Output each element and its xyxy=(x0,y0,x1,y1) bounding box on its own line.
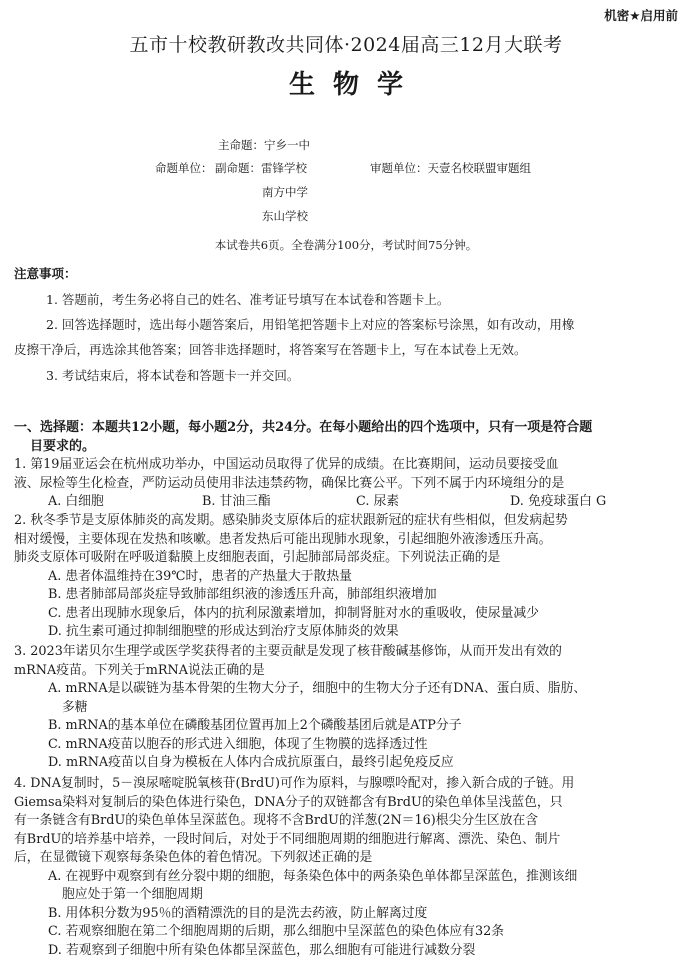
question-1 xyxy=(14,456,682,512)
unit-label: 命题单位： xyxy=(155,161,213,175)
note-2-line2: 皮擦干净后，再选涂其他答案；回答非选择题时，将答案写在答题卡上，写在本试卷上无效。 xyxy=(14,342,527,357)
q4-stem-5: 后，在显微镜下观察每条染色体的着色情况。下列叙述正确的是 xyxy=(14,850,373,865)
note-2-line1: 2. 回答选择题时，选出每小题答案后，用铅笔把答题卡上对应的答案标号涂黑，如有改动，用橡 xyxy=(46,317,575,332)
q1-option-c: C. 尿素 xyxy=(356,494,400,509)
q2-option-d: D. 抗生素可通过抑制细胞壁的形成达到治疗支原体肺炎的效果 xyxy=(48,624,399,639)
section-line-1: 一、选择题：本题共12小题，每小题2分，共24分。在每小题给出的四个选项中，只有一项是符合题 xyxy=(14,420,593,435)
q3-stem-2: mRNA疫苗。下列关于mRNA说法正确的是 xyxy=(14,662,265,678)
notes-heading: 注意事项： xyxy=(14,266,77,281)
question-3 xyxy=(14,643,682,773)
q4-stem-4: 有BrdU的培养基中培养，一段时间后，对处于不同细胞周期的细胞进行解离、漂洗、染色、制片 xyxy=(14,831,561,847)
q2-stem-3: 肺炎支原体可吸附在呼吸道黏膜上皮细胞表面，引起肺部局部炎症。下列说法正确的是 xyxy=(14,550,501,565)
deputy-author: 副命题：雷锋学校 xyxy=(215,161,307,175)
subject-title: 生物学 xyxy=(288,70,421,100)
q1-option-b: B. 甘油三酯 xyxy=(202,494,271,509)
q1-stem-2: 液、尿检等生化检查，严防运动员使用非法违禁药物，确保比赛公平。下列不属于内环境组分的是 xyxy=(14,475,565,491)
q1-option-d: D. 免疫球蛋白 G xyxy=(510,494,607,509)
q3-stem-1: 3. 2023年诺贝尔生理学或医学奖获得者的主要贡献是发现了核苷酸碱基修饰，从而开发出有效的 xyxy=(14,644,562,659)
review-unit: 审题单位：天壹名校联盟审题组 xyxy=(370,161,531,175)
q4-option-a-cont: 胞应处于第一个细胞周期 xyxy=(62,887,203,902)
exam-title: 五市十校教研教改共同体·2024届高三12月大联考 xyxy=(129,34,563,56)
q2-option-a: A. 患者体温维持在39℃时，患者的产热量大于散热量 xyxy=(48,568,352,584)
q1-stem-1: 1. 第19届亚运会在杭州成功举办，中国运动员取得了优异的成绩。在比赛期间，运动员要接受血 xyxy=(14,457,559,472)
q4-option-a: A. 在视野中观察到有丝分裂中期的细胞，每条染色体中的两条染色单体都呈深蓝色，推测该细 xyxy=(48,868,578,884)
q1-option-a: A. 白细胞 xyxy=(48,494,104,509)
q4-option-c: C. 若观察细胞在第二个细胞周期的后期，那么细胞中呈深蓝色的染色体应有32条 xyxy=(48,924,505,939)
q4-option-d: D. 若观察到子细胞中所有染色体都呈深蓝色，那么细胞有可能进行减数分裂 xyxy=(48,942,476,958)
question-4 xyxy=(14,775,682,960)
confidential-label: 机密★启用前 xyxy=(604,8,678,23)
q1-options xyxy=(14,493,682,512)
note-3: 3. 考试结束后，将本试卷和答题卡一并交回。 xyxy=(46,368,300,383)
q4-stem-2: Giemsa染料对复制后的染色体进行染色，DNA分子的双链都含有BrdU的染色单体呈浅蓝色，只 xyxy=(14,794,563,810)
q3-option-d: D. mRNA疫苗以自身为模板在人体内合成抗原蛋白，最终引起免疫反应 xyxy=(48,755,454,770)
q3-option-a: A. mRNA是以碳链为基本骨架的生物大分子，细胞中的生物大分子还有DNA、蛋白质、脂肪、 xyxy=(48,681,587,696)
q2-stem-2: 相对缓慢，主要体现在发热和咳嗽。患者发热后可能出现肺水现象，引起细胞外液渗透压升高。 xyxy=(14,531,552,547)
section-heading xyxy=(14,418,680,456)
q3-option-c: C. mRNA疫苗以胞吞的形式进入细胞，体现了生物膜的选择透过性 xyxy=(48,736,428,752)
q4-stem-1: 4. DNA复制时，5－溴尿嘧啶脱氧核苷(BrdU)可作为原料，与腺嘌呤配对，掺入新合成的子链。用 xyxy=(14,776,575,791)
deputy-author-2: 南方中学 xyxy=(262,185,308,199)
q3-option-b: B. mRNA的基本单位在磷酸基团位置再加上2个磷酸基团后就是ATP分子 xyxy=(48,718,462,733)
q3-option-a-cont: 多糖 xyxy=(62,699,88,715)
q2-stem-1: 2. 秋冬季节是支原体肺炎的高发期。感染肺炎支原体后的症状跟新冠的症状有些相似，但发病起势 xyxy=(14,513,568,528)
q2-option-b: B. 患者肺部局部炎症导致肺部组织液的渗透压升高，肺部组织液增加 xyxy=(48,587,437,602)
deputy-author-3: 东山学校 xyxy=(262,209,308,223)
section-line-2: 目要求的。 xyxy=(30,439,96,454)
question-2 xyxy=(14,512,682,642)
q4-option-b: B. 用体积分数为95％的酒精漂洗的目的是洗去药液，防止解离过度 xyxy=(48,905,428,921)
q4-stem-3: 有一条链含有BrdU的染色单体呈深蓝色。现将不含BrdU的洋葱(2N＝16)根尖分生区放在含 xyxy=(14,813,539,828)
main-author: 主命题：宁乡一中 xyxy=(218,138,310,152)
note-1: 1. 答题前，考生务必将自己的姓名、准考证号填写在本试卷和答题卡上。 xyxy=(46,292,450,307)
q2-option-c: C. 患者出现肺水现象后，体内的抗利尿激素增加，抑制肾脏对水的重吸收，使尿量减少 xyxy=(48,605,539,621)
exam-intro: 本试卷共6页。全卷满分100分，考试时间75分钟。 xyxy=(214,238,478,252)
